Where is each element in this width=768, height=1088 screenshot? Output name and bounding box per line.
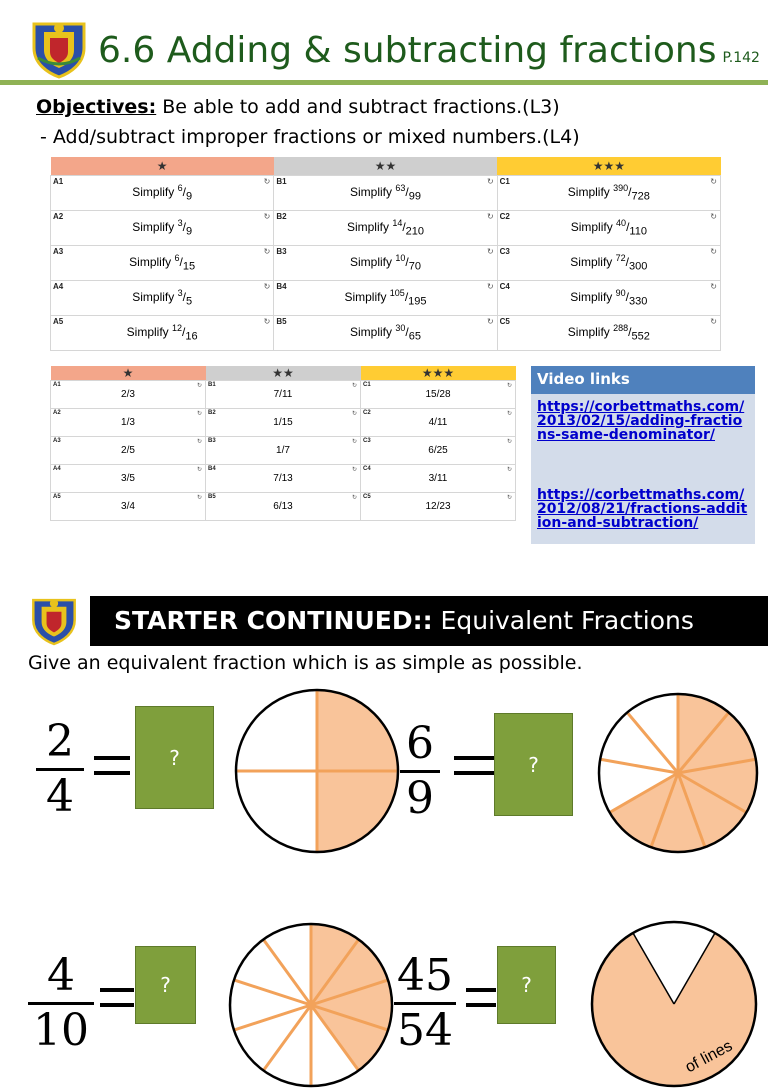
- question-id: B3: [276, 246, 287, 256]
- question-id: A5: [53, 494, 61, 500]
- refresh-icon[interactable]: ↻: [351, 495, 357, 501]
- answer-value: 2/3: [121, 389, 135, 400]
- question-cell: [206, 493, 361, 521]
- numerator: 30: [395, 322, 406, 333]
- denominator: 15: [182, 260, 196, 273]
- denominator: 65: [408, 330, 421, 343]
- question-cell: B1 ↻ Simplify $^{63}/_{99}$: [274, 175, 497, 210]
- numerator: 6: [177, 182, 183, 193]
- pie-chart-2: [597, 692, 759, 854]
- answer-value: 3/5: [121, 473, 135, 484]
- question-id: C4: [499, 281, 510, 291]
- question-id: C2: [499, 211, 510, 221]
- answer-value: 6/25: [428, 445, 448, 456]
- pie-chart-1: [234, 688, 400, 854]
- denominator: 110: [629, 225, 647, 238]
- question-word: Simplify: [344, 289, 387, 304]
- equals-sign: [454, 756, 494, 786]
- denominator: 70: [408, 260, 421, 273]
- question-id: B2: [208, 410, 216, 416]
- question-cell: C2 ↻ Simplify $^{40}/_{110}$: [497, 210, 720, 245]
- table-row: [51, 245, 721, 280]
- question-id: C5: [499, 316, 510, 326]
- page-reference: P.142: [722, 50, 760, 66]
- refresh-icon[interactable]: ↻: [506, 439, 512, 445]
- numerator: 390: [613, 182, 629, 193]
- numerator: 63: [395, 182, 406, 193]
- question-word: Simplify: [350, 184, 393, 199]
- question-word: Simplify: [567, 324, 610, 339]
- refresh-icon[interactable]: ↻: [506, 411, 512, 417]
- fraction-1: 2 4: [36, 720, 84, 819]
- refresh-icon[interactable]: ↻: [263, 316, 271, 326]
- refresh-icon[interactable]: ↻: [710, 176, 717, 186]
- refresh-icon[interactable]: ↻: [263, 281, 271, 291]
- numerator: 6: [174, 252, 180, 263]
- answer-value: 3/4: [121, 501, 135, 512]
- answer-box-4[interactable]: ?: [497, 946, 556, 1024]
- denominator: 195: [408, 295, 427, 308]
- table-row: [51, 493, 516, 521]
- answers-table: [50, 366, 516, 521]
- fraction-3: 4 10: [28, 954, 94, 1053]
- refresh-icon[interactable]: ↻: [710, 316, 717, 326]
- equals-sign: [100, 988, 134, 1018]
- table-row: [51, 210, 721, 245]
- refresh-icon[interactable]: ↻: [506, 383, 512, 389]
- question-cell: A5 ↻ Simplify $^{12}/_{16}$: [51, 315, 274, 350]
- question-word: Simplify: [570, 219, 613, 234]
- school-crest-logo: [30, 18, 88, 78]
- question-cell: [206, 409, 361, 437]
- question-word: Simplify: [346, 219, 389, 234]
- numerator: 288: [613, 322, 629, 333]
- answer-box-1[interactable]: ?: [135, 706, 214, 809]
- question-cell: [51, 409, 206, 437]
- question-cell: [51, 493, 206, 521]
- question-id: B4: [208, 466, 216, 472]
- refresh-icon[interactable]: ↻: [710, 211, 717, 221]
- table-row: [51, 280, 721, 315]
- question-cell: B5 ↻ Simplify $^{30}/_{65}$: [274, 315, 497, 350]
- denominator: 5: [185, 295, 193, 308]
- question-word: Simplify: [126, 324, 169, 339]
- numerator: 90: [615, 287, 626, 298]
- page-title: 6.6 Adding & subtracting fractions P.142: [98, 30, 760, 71]
- question-id: A2: [53, 211, 64, 221]
- refresh-icon[interactable]: ↻: [263, 211, 271, 221]
- question-cell: A2 ↻ Simplify $^3/_9$: [51, 210, 274, 245]
- numerator: 105: [389, 287, 405, 298]
- denominator: 552: [631, 330, 650, 343]
- question-id: C3: [499, 246, 510, 256]
- question-cell: [51, 465, 206, 493]
- refresh-icon[interactable]: ↻: [486, 246, 494, 256]
- refresh-icon[interactable]: ↻: [196, 411, 202, 417]
- refresh-icon[interactable]: ↻: [351, 411, 357, 417]
- question-cell: B3 ↻ Simplify $^{10}/_{70}$: [274, 245, 497, 280]
- refresh-icon[interactable]: ↻: [351, 383, 357, 389]
- question-cell: [361, 409, 516, 437]
- difficulty-header-2: ★★: [274, 157, 497, 175]
- equals-sign: [466, 988, 496, 1018]
- question-cell: C4 ↻ Simplify $^{90}/_{330}$: [497, 280, 720, 315]
- answer-value: 2/5: [121, 445, 135, 456]
- difficulty-header-1: ★: [51, 157, 274, 175]
- denominator: 330: [629, 295, 648, 308]
- answer-value: 4/11: [428, 417, 448, 428]
- question-word: Simplify: [132, 289, 175, 304]
- denominator: 210: [405, 225, 425, 238]
- question-cell: [206, 437, 361, 465]
- pie-note: of lines: [682, 1037, 736, 1077]
- question-id: A3: [53, 246, 64, 256]
- question-id: A4: [53, 281, 64, 291]
- refresh-icon[interactable]: ↻: [196, 467, 202, 473]
- refresh-icon[interactable]: ↻: [506, 467, 512, 473]
- question-cell: [361, 493, 516, 521]
- denominator: 728: [631, 190, 650, 203]
- answer-value: 1/15: [273, 417, 293, 428]
- refresh-icon[interactable]: ↻: [196, 439, 202, 445]
- question-cell: C1 ↻ Simplify $^{390}/_{728}$: [497, 175, 720, 210]
- denominator: 9: [185, 225, 193, 238]
- question-word: Simplify: [132, 219, 175, 234]
- question-id: C3: [363, 438, 371, 444]
- question-word: Simplify: [129, 254, 172, 269]
- difficulty-header-2: ★★: [206, 366, 361, 381]
- question-id: A2: [53, 410, 61, 416]
- question-cell: B2 ↻ Simplify $^{14}/_{210}$: [274, 210, 497, 245]
- table-row: [51, 437, 516, 465]
- question-id: B5: [208, 494, 216, 500]
- refresh-icon[interactable]: ↻: [263, 176, 271, 186]
- fraction-2: 6 9: [400, 722, 440, 821]
- numerator: 14: [392, 217, 403, 228]
- denominator: 16: [185, 330, 198, 343]
- question-id: B3: [208, 438, 216, 444]
- question-cell: [361, 381, 516, 409]
- answer-value: 3/11: [428, 473, 448, 484]
- title-divider: [0, 80, 768, 85]
- question-id: B2: [276, 211, 287, 221]
- answer-value: 12/23: [425, 501, 451, 512]
- difficulty-header-1: ★: [51, 366, 206, 381]
- denominator: 300: [629, 260, 648, 273]
- question-cell: [206, 465, 361, 493]
- numerator: 3: [177, 287, 183, 298]
- refresh-icon[interactable]: ↻: [710, 281, 717, 291]
- numerator: 72: [615, 252, 626, 263]
- refresh-icon[interactable]: ↻: [486, 316, 494, 326]
- video-links-heading: Video links: [531, 366, 755, 394]
- numerator: 12: [172, 322, 183, 333]
- objectives-label: Objectives:: [36, 96, 157, 118]
- table-row: [51, 175, 721, 210]
- answer-box-3[interactable]: ?: [135, 946, 196, 1024]
- difficulty-header-3: ★★★: [497, 157, 720, 175]
- refresh-icon[interactable]: ↻: [196, 495, 202, 501]
- question-cell: [51, 381, 206, 409]
- question-cell: C5 ↻ Simplify $^{288}/_{552}$: [497, 315, 720, 350]
- answer-value: 7/11: [273, 389, 293, 400]
- question-id: C2: [363, 410, 371, 416]
- question-word: Simplify: [570, 289, 613, 304]
- question-id: A1: [53, 382, 61, 388]
- starter-banner: STARTER CONTINUED:: Equivalent Fractions: [90, 596, 768, 646]
- refresh-icon[interactable]: ↻: [506, 495, 512, 501]
- question-cell: [51, 437, 206, 465]
- difficulty-header-3: ★★★: [361, 366, 516, 381]
- question-cell: B4 ↻ Simplify $^{105}/_{195}$: [274, 280, 497, 315]
- question-word: Simplify: [350, 324, 393, 339]
- answer-value: 1/3: [121, 417, 135, 428]
- question-cell: A4 ↻ Simplify $^3/_5$: [51, 280, 274, 315]
- refresh-icon[interactable]: ↻: [710, 246, 717, 256]
- pie-chart-3: [228, 922, 394, 1088]
- answer-value: 1/7: [276, 445, 290, 456]
- question-cell: A1 ↻ Simplify $^6/_9$: [51, 175, 274, 210]
- question-cell: [206, 381, 361, 409]
- refresh-icon[interactable]: ↻: [486, 281, 494, 291]
- table-row: [51, 465, 516, 493]
- refresh-icon[interactable]: ↻: [196, 383, 202, 389]
- numerator: 10: [395, 252, 406, 263]
- answer-value: 7/13: [273, 473, 293, 484]
- question-word: Simplify: [350, 254, 393, 269]
- table-row: [51, 381, 516, 409]
- question-word: Simplify: [132, 184, 175, 199]
- refresh-icon[interactable]: ↻: [263, 246, 271, 256]
- question-cell: A3 ↻ Simplify $^6/_{15}$: [51, 245, 274, 280]
- table-row: [51, 315, 721, 350]
- refresh-icon[interactable]: ↻: [351, 439, 357, 445]
- simplify-table: [50, 157, 721, 351]
- school-crest-logo-small: [30, 592, 78, 648]
- question-id: B4: [276, 281, 287, 291]
- question-word: Simplify: [567, 184, 610, 199]
- question-id: C4: [363, 466, 371, 472]
- question-id: B1: [276, 176, 287, 186]
- fraction-4: 45 54: [394, 954, 456, 1053]
- table-row: [51, 409, 516, 437]
- refresh-icon[interactable]: ↻: [486, 176, 494, 186]
- video-link-2[interactable]: https://corbettmaths.com/2012/08/21/fractions-addition-and-subtraction/: [537, 487, 748, 531]
- denominator: 9: [185, 190, 193, 203]
- refresh-icon[interactable]: ↻: [351, 467, 357, 473]
- objectives-line-1: Objectives: Be able to add and subtract fractions.(L3): [36, 96, 560, 118]
- question-id: A1: [53, 176, 64, 186]
- question-cell: [361, 437, 516, 465]
- pie-chart-4: [590, 920, 758, 1088]
- refresh-icon[interactable]: ↻: [486, 211, 494, 221]
- question-id: C1: [363, 382, 371, 388]
- denominator: 99: [408, 190, 421, 203]
- question-id: A4: [53, 466, 61, 472]
- numerator: 3: [177, 217, 183, 228]
- question-word: Simplify: [570, 254, 613, 269]
- answer-value: 6/13: [273, 501, 293, 512]
- numerator: 40: [616, 217, 627, 228]
- question-id: B1: [208, 382, 216, 388]
- objectives-line-2: - Add/subtract improper fractions or mixed numbers.(L4): [40, 126, 580, 148]
- question-id: A5: [53, 316, 64, 326]
- question-id: A3: [53, 438, 61, 444]
- answer-box-2[interactable]: ?: [494, 713, 573, 816]
- video-link-2-wrap: [537, 488, 751, 530]
- question-id: C5: [363, 494, 371, 500]
- video-link-1[interactable]: https://corbettmaths.com/2013/02/15/adding-fractions-same-denominator/: [537, 399, 745, 443]
- question-id: B5: [276, 316, 287, 326]
- question-cell: C3 ↻ Simplify $^{72}/_{300}$: [497, 245, 720, 280]
- question-cell: [361, 465, 516, 493]
- answer-value: 15/28: [425, 389, 451, 400]
- equals-sign: [94, 756, 130, 786]
- question-id: C1: [499, 176, 510, 186]
- starter-prompt: Give an equivalent fraction which is as simple as possible.: [28, 652, 583, 674]
